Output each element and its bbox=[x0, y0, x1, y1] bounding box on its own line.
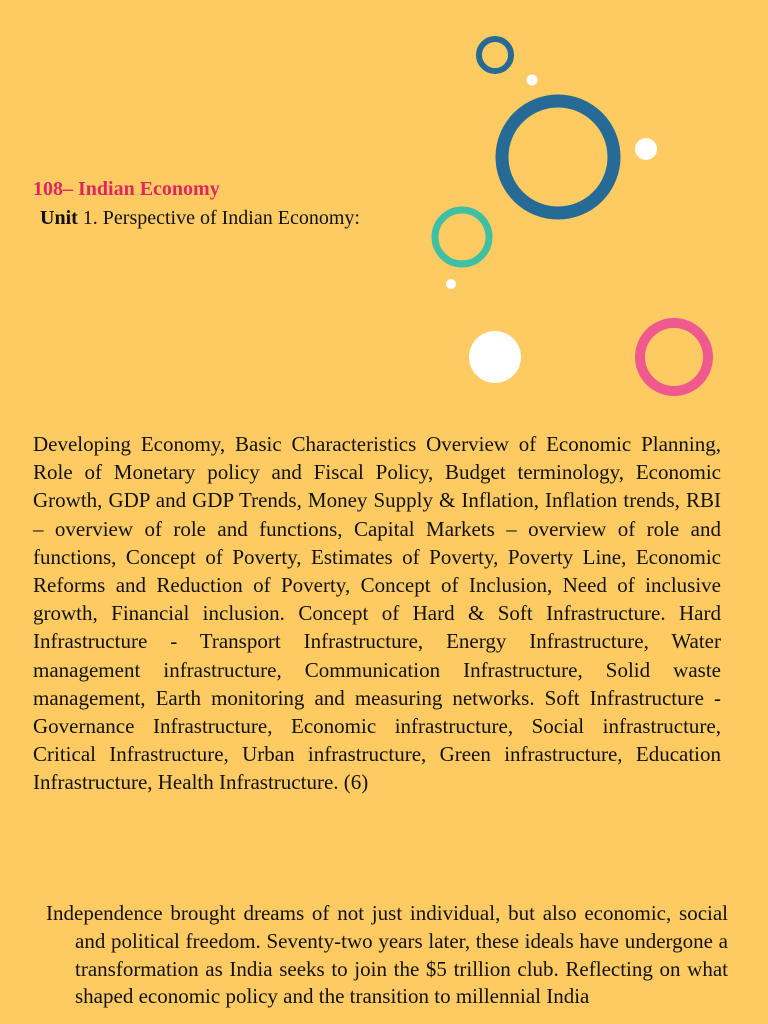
intro-paragraph: Independence brought dreams of not just individual, but also economic, social and political freedom. Seventy-two years later, these ideals have undergone a transformation as India seeks to join the $5 trillion club. Reflecting on what shaped economic policy and the transition to millennial India bbox=[46, 901, 728, 1009]
blue-ring-small-icon bbox=[479, 39, 511, 71]
course-title: 108– Indian Economy bbox=[33, 178, 220, 200]
teal-ring-icon bbox=[435, 210, 489, 264]
white-dot-medium-icon bbox=[635, 138, 657, 160]
syllabus-paragraph: Developing Economy, Basic Characteristics Overview of Economic Planning, Role of Monetary policy and Fiscal Policy, Budget terminology, Economic Growth, GDP and GDP Trends, Money Supply & Inflation, Inflation trends, RBI – overview of role and functions, Capital Markets – overview of role and functions, Concept of Poverty, Estimates of Poverty, Poverty Line, Economic Reforms and Reduction of Poverty, Concept of Inclusion, Need of inclusive growth, Financial inclusion. Concept of Hard & Soft Infrastructure. Hard Infrastructure - Transport Infrastructure, Energy Infrastructure, Water management infrastructure, Communication Infrastructure, Solid waste management, Earth monitoring and measuring networks. Soft Infrastructure - Governance Infrastructure, Economic infrastructure, Social infrastructure, Critical Infrastructure, Urban infrastructure, Green infrastructure, Education Infrastructure, Health Infrastructure. (6) bbox=[33, 432, 721, 795]
pink-ring-icon bbox=[640, 323, 708, 391]
unit-title: 1. Perspective of Indian Economy: bbox=[77, 207, 360, 229]
blue-ring-large-icon bbox=[502, 101, 614, 213]
unit-label: Unit bbox=[40, 207, 78, 229]
unit-heading bbox=[40, 207, 360, 230]
white-dot-tiny-icon bbox=[446, 279, 456, 289]
white-dot-small-icon bbox=[527, 75, 538, 86]
white-dot-large-icon bbox=[469, 331, 521, 383]
